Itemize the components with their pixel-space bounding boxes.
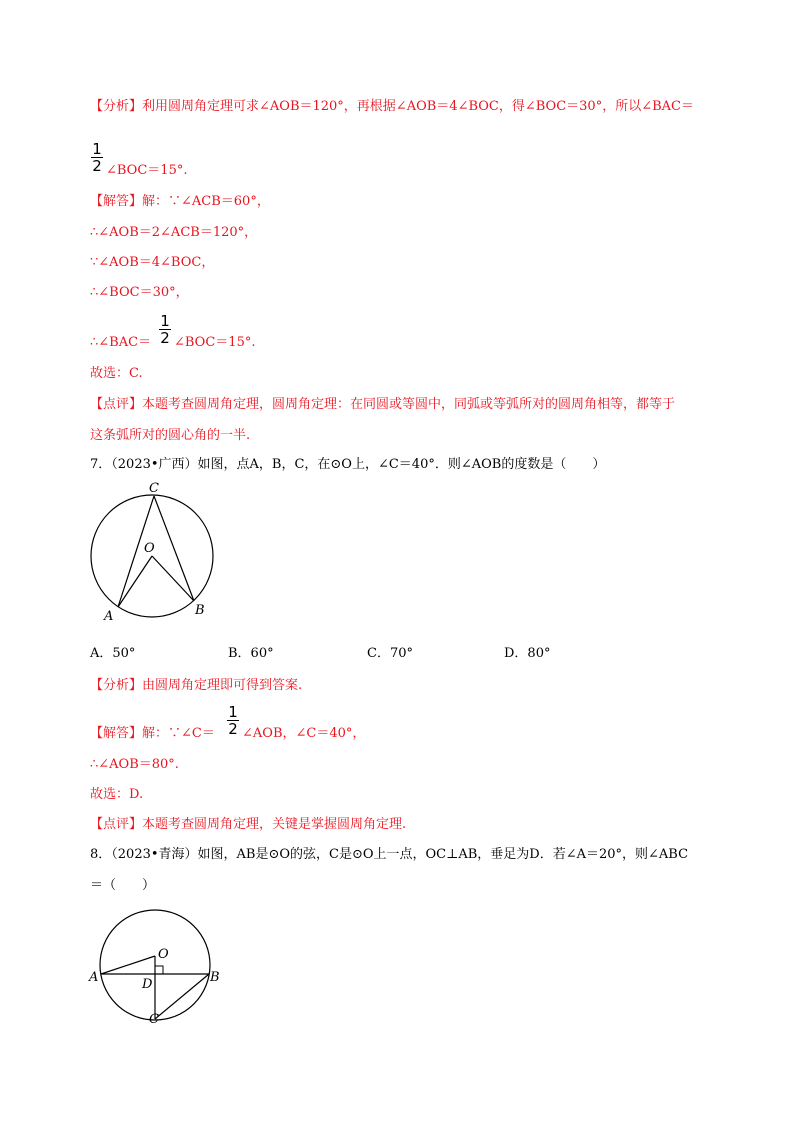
fraction-denominator: 2 xyxy=(160,329,170,347)
q7-option-b: B．60° xyxy=(228,646,274,661)
fraction-denominator: 2 xyxy=(92,157,102,175)
q8-stem-line-1: 8．（2023•青海）如图，AB是⊙O的弦，C是⊙O上一点，OC⊥AB，垂足为D．若∠A＝20°，则∠ABC xyxy=(90,847,689,862)
q7-solution-prefix: 【解答】解：∵∠C＝ xyxy=(90,726,215,741)
q6-comment-line-1: 【点评】本题考查圆周角定理，圆周角定理：在同圆或等圆中，同弧或等弧所对的圆周角相等，都等于 xyxy=(90,397,676,412)
q8-label-c: C xyxy=(149,1012,159,1027)
q7-radius-ob xyxy=(152,556,194,601)
q7-label-b: B xyxy=(195,603,205,618)
q8-stem-line-2: ＝（ ） xyxy=(90,878,156,893)
q8-circle-figure xyxy=(88,908,218,1028)
q7-answer: 故选：D. xyxy=(90,787,144,802)
q8-label-d: D xyxy=(142,977,153,992)
q7-solution-suffix: ∠AOB，∠C＝40°， xyxy=(242,726,366,741)
q7-option-c: C．70° xyxy=(367,646,413,661)
q7-comment: 【点评】本题考查圆周角定理，关键是掌握圆周角定理. xyxy=(90,817,407,832)
q7-label-c: C xyxy=(149,481,159,496)
fraction-numerator: 1 xyxy=(160,312,170,330)
q6-comment-line-2: 这条弧所对的圆心角的一半. xyxy=(90,428,251,443)
q6-analysis: 【分析】利用圆周角定理可求∠AOB＝120°，再根据∠AOB＝4∠BOC，得∠BOC＝30°，所以∠BAC＝ xyxy=(90,99,694,114)
q7-circle-figure xyxy=(88,478,218,628)
q7-solution-fraction xyxy=(226,704,240,737)
q8-label-o: O xyxy=(158,947,169,962)
q6-final-fraction xyxy=(158,313,172,346)
fraction-numerator: 1 xyxy=(228,703,238,721)
q7-option-a: A．50° xyxy=(90,646,136,661)
q7-option-d: D．80° xyxy=(504,646,551,661)
q7-chord-cb xyxy=(154,496,194,601)
q6-solution-line-4: ∴∠BOC＝30°， xyxy=(90,285,189,300)
q7-solution-line-2: ∴∠AOB＝80°. xyxy=(90,757,179,772)
fraction-denominator: 2 xyxy=(228,720,238,738)
q6-solution-line-2: ∴∠AOB＝2∠ACB＝120°， xyxy=(90,225,258,240)
q6-analysis-cont: ∠BOC＝15°. xyxy=(106,163,188,178)
q8-label-a: A xyxy=(89,970,99,985)
q6-final-prefix: ∴∠BAC＝ xyxy=(90,335,152,350)
q6-analysis-fraction xyxy=(90,141,104,174)
q8-radius-oa xyxy=(101,956,155,974)
q6-solution-line-3: ∵∠AOB＝4∠BOC， xyxy=(90,255,215,270)
q6-answer: 故选：C. xyxy=(90,366,143,381)
q7-label-o: O xyxy=(144,541,155,556)
q7-label-a: A xyxy=(104,609,114,624)
q7-stem: 7．（2023•广西）如图，点A，B，C，在⊙O上，∠C＝40°．则∠AOB的度数是（ ） xyxy=(90,457,606,472)
q8-label-b: B xyxy=(210,970,220,985)
q7-analysis: 【分析】由圆周角定理即可得到答案. xyxy=(90,678,303,693)
fraction-numerator: 1 xyxy=(92,140,102,158)
q8-right-angle-mark xyxy=(155,966,163,974)
q6-final-suffix: ∠BOC＝15°. xyxy=(174,335,256,350)
q6-solution-line-1: 【解答】解：∵∠ACB＝60°， xyxy=(90,194,270,209)
q7-radius-oa xyxy=(118,556,152,607)
